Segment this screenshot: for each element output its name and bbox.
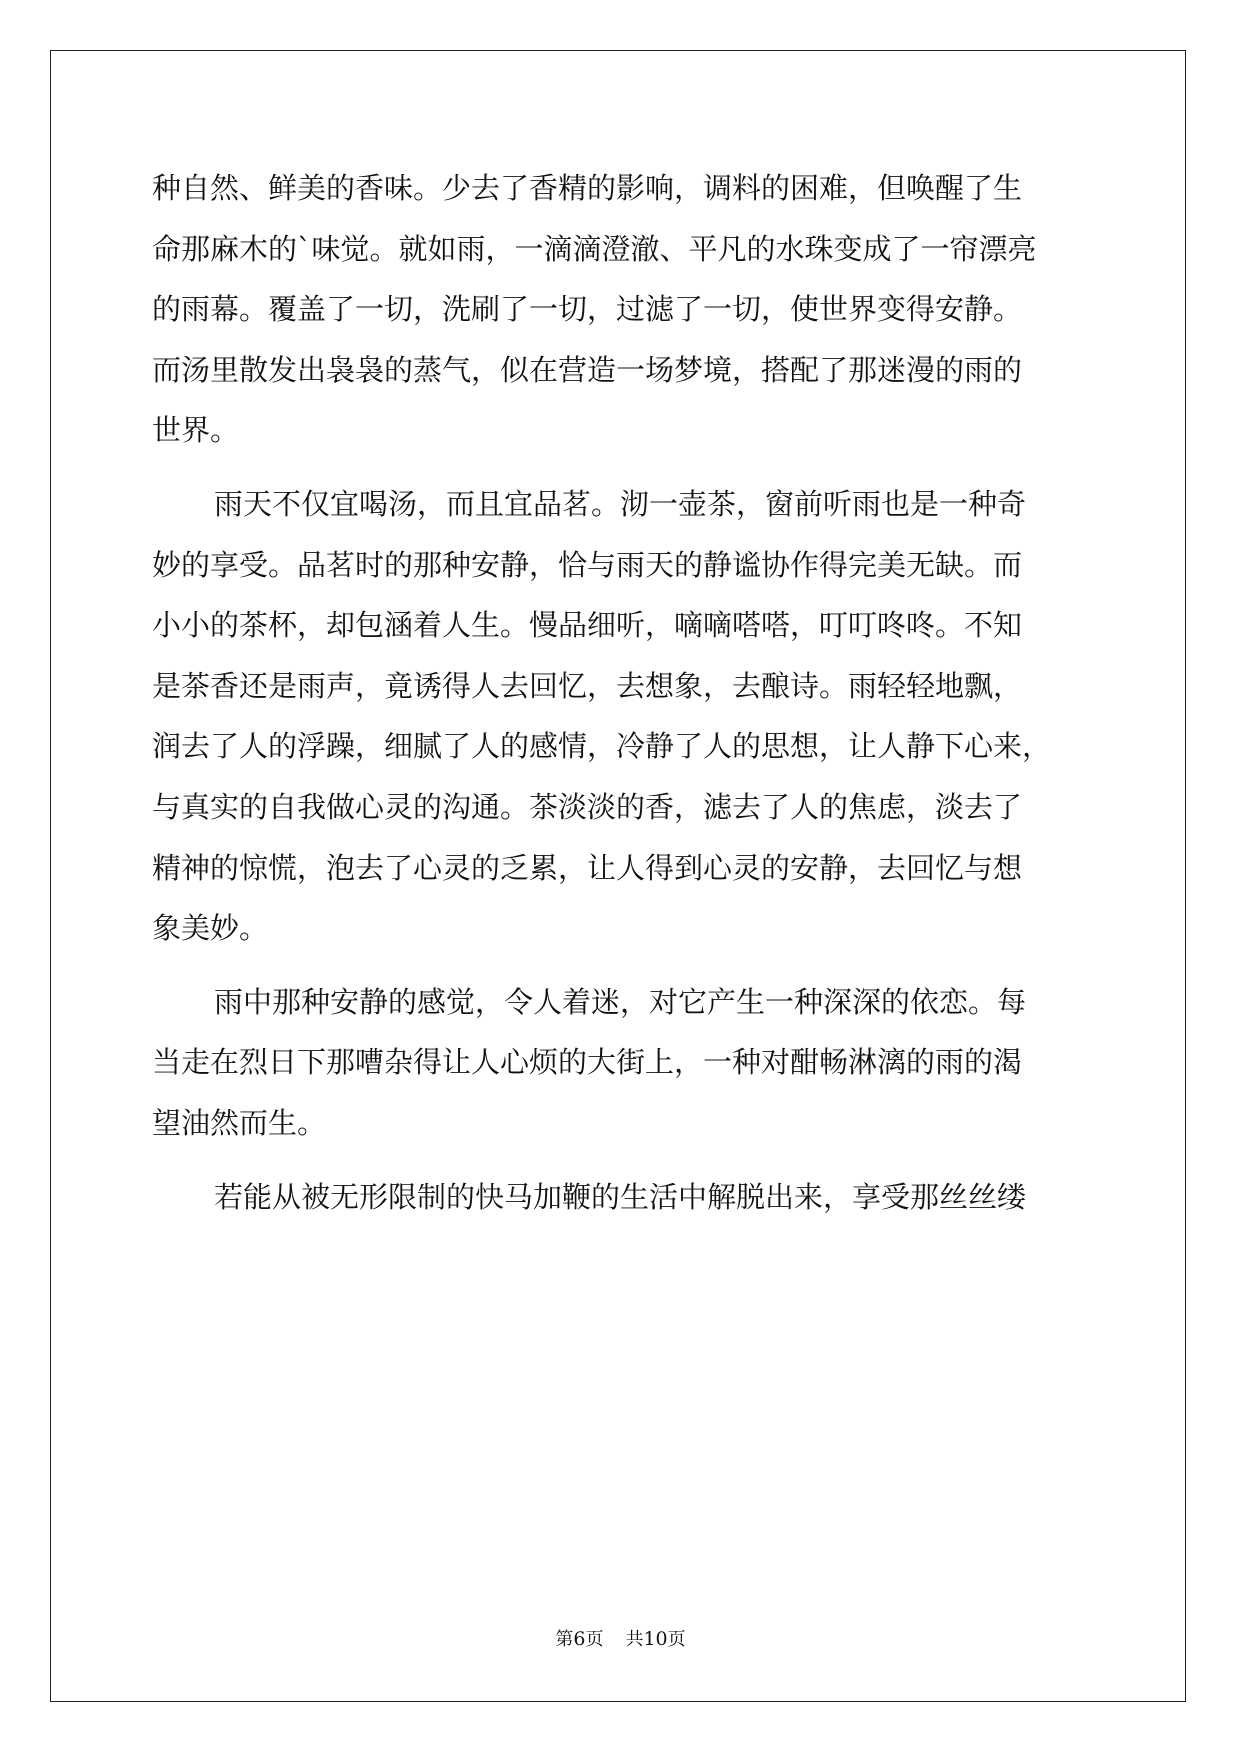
body-line: 润去了人的浮躁，细腻了人的感情，冷静了人的思想，让人静下心来， [152,729,1052,764]
body-line: 若能从被无形限制的快马加鞭的生活中解脱出来，享受那丝丝缕 [214,1179,1027,1214]
total-prefix: 共 [625,1629,644,1650]
body-line: 种自然、鲜美的香味。少去了香精的影响，调料的困难，但唤醒了生 [152,171,1023,205]
paragraph-gap [152,1154,1092,1167]
total-suffix: 页 [667,1629,686,1650]
body-line: 妙的享受。品茗时的那种安静，恰与雨天的静谧协作得完美无缺。而 [152,547,1023,582]
body-line: 精神的惊慌，泡去了心灵的乏累，让人得到心灵的安静，去回忆与想 [152,850,1023,885]
body-line: 世界。 [152,413,240,448]
body-line: 当走在烈日下那嘈杂得让人心烦的大街上，一种对酣畅淋漓的雨的渴 [152,1045,1023,1080]
document-body [152,158,1092,1227]
body-line: 雨中那种安静的感觉，令人着迷，对它产生一种深深的依恋。每 [214,984,1027,1019]
body-line: 小小的茶杯，却包涵着人生。慢品细听，嘀嘀嗒嗒，叮叮咚咚。不知 [152,608,1023,643]
body-line: 象美妙。 [152,911,269,946]
body-line: 与真实的自我做心灵的沟通。茶淡淡的香，滤去了人的焦虑，淡去了 [152,789,1023,824]
page-footer [0,1625,1241,1651]
body-line: 望油然而生。 [152,1105,327,1140]
body-line: 命那麻木的`味觉。就如雨，一滴滴澄澈、平凡的水珠变成了一帘漂亮 [152,231,1037,266]
body-line: 是茶香还是雨声，竟诱得人去回忆，去想象，去酿诗。雨轻轻地飘， [152,668,1023,703]
total-pages: 10 [643,1628,668,1650]
page-suffix: 页 [585,1629,604,1650]
paragraph-gap [152,959,1092,972]
body-line: 的雨幕。覆盖了一切，洗刷了一切，过滤了一切，使世界变得安静。 [152,292,1023,327]
page-number: 6 [573,1628,586,1650]
page-prefix: 第 [555,1629,574,1650]
body-line: 雨天不仅宜喝汤，而且宜品茗。沏一壶茶，窗前听雨也是一种奇 [214,486,1027,521]
body-line: 而汤里散发出袅袅的蒸气，似在营造一场梦境，搭配了那迷漫的雨的 [152,352,1023,387]
paragraph-gap [152,461,1092,474]
